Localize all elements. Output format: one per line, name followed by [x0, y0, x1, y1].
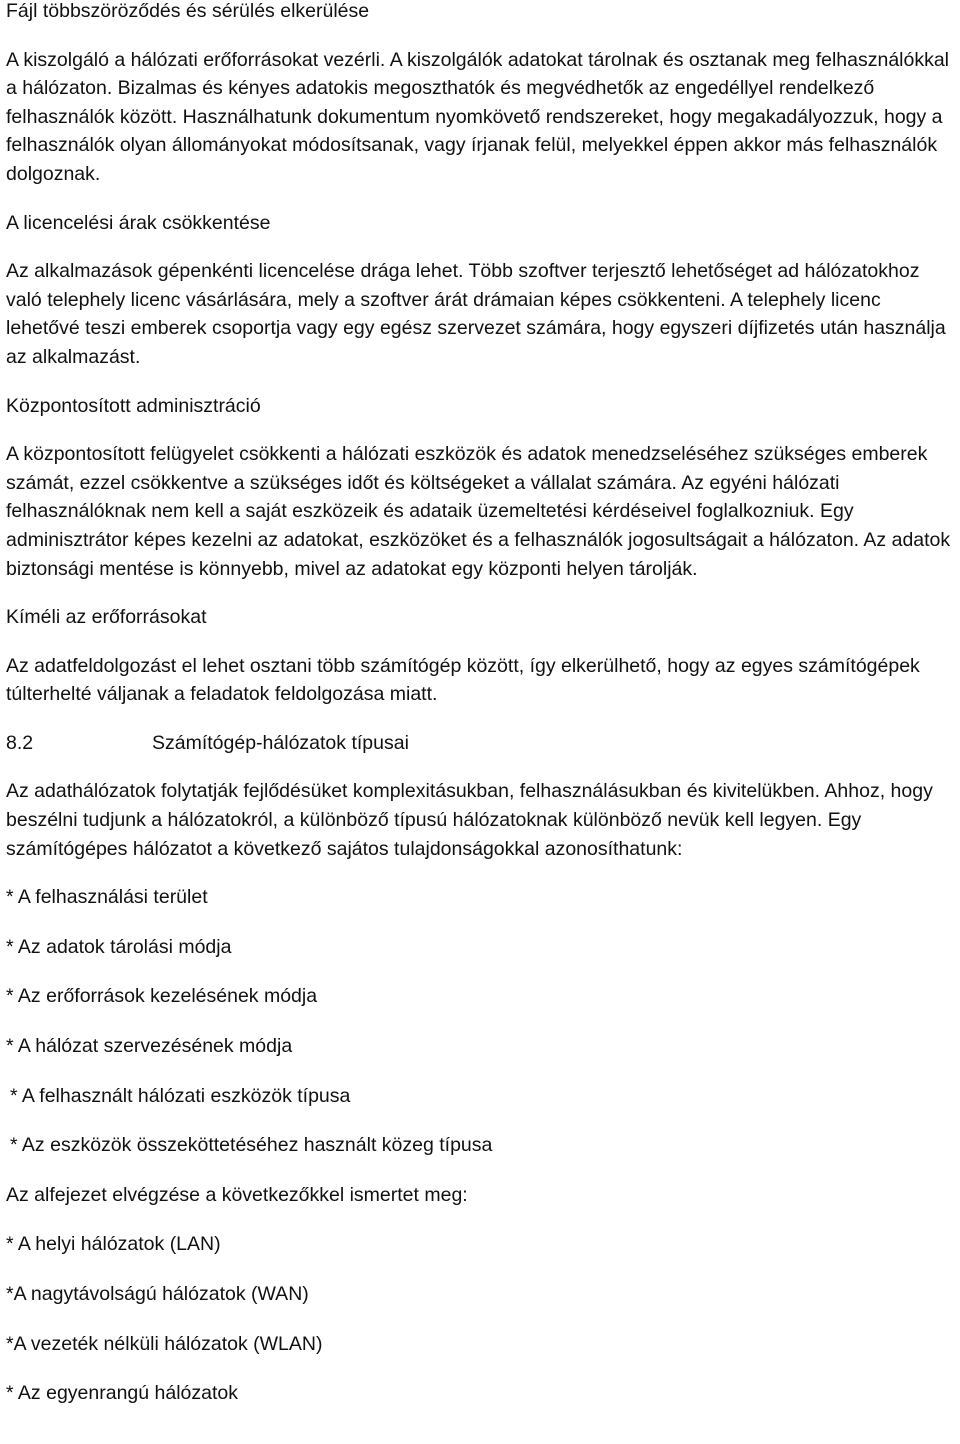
list-item: * A felhasználási terület	[6, 886, 208, 909]
section-number: 8.2	[6, 731, 34, 754]
section-paragraph-file-duplication: A kiszolgáló a hálózati erőforrásokat vezérli. A kiszolgálók adatokat tárolnak és osztanak meg felhasználókkal a hálózaton. Bizalmas és kényes adatokis megoszthatók és megvédhetők az engedéllyel rendelkező felhasználók között. Használhatunk dokumentum nyomkövető rendszereket, hogy megakadályozzuk, hogy a felhasználók olyan állományokat módosítsanak, vagy írjanak felül, melyekkel éppen akkor más felhasználók dolgoznak.	[6, 48, 950, 185]
section-paragraph-network-types: Az adathálózatok folytatják fejlődésüket komplexitásukban, felhasználásukban és kivitelükben. Ahhoz, hogy beszélni tudjunk a hálózatokról, a különböző típusú hálózatoknak különböző nevük kell legyen. Egy számítógépes hálózatot a következő sajátos tulajdonságokkal azonosíthatunk:	[6, 780, 933, 860]
list-item: * Az erőforrások kezelésének módja	[6, 985, 318, 1008]
list-item: * Az eszközök összeköttetéséhez használt közeg típusa	[10, 1134, 493, 1157]
section-paragraph-resources: Az adatfeldolgozást el lehet osztani több számítógép között, így elkerülhető, hogy az egyes számítógépek túlterhelté váljanak a feladatok feldolgozása miatt.	[6, 654, 920, 706]
section-heading-resources: Kíméli az erőforrásokat	[6, 606, 207, 629]
section-heading-central-admin: Központosított adminisztráció	[6, 394, 261, 417]
section-heading-licensing: A licencelési árak csökkentése	[6, 211, 271, 234]
list-item: *A vezeték nélküli hálózatok (WLAN)	[6, 1332, 323, 1355]
list-item: * A felhasznált hálózati eszközök típusa	[10, 1084, 351, 1107]
list-item: * Az adatok tárolási módja	[6, 935, 232, 958]
list-item: *A nagytávolságú hálózatok (WAN)	[6, 1283, 309, 1305]
types-intro: Az alfejezet elvégzése a következőkkel ismertet meg:	[6, 1183, 468, 1206]
list-item: * A helyi hálózatok (LAN)	[6, 1233, 221, 1256]
list-item: * Az egyenrangú hálózatok	[6, 1382, 239, 1405]
document-page	[6, 0, 956, 1408]
section-title: Számítógép-hálózatok típusai	[152, 731, 409, 754]
section-paragraph-licensing: Az alkalmazások gépenkénti licencelése drága lehet. Több szoftver terjesztő lehetőséget ad hálózatokhoz való telephely licenc vásárlására, mely a szoftver árát drámaian képes csökkenteni. A telephely licenc lehetővé teszi emberek csoportja vagy egy egész szervezet számára, hogy egyszeri díjfizetés után használja az alkalmazást.	[6, 260, 946, 368]
section-heading-network-types	[6, 729, 956, 758]
list-item: * A hálózat szervezésének módja	[6, 1035, 293, 1058]
section-heading-file-duplication: Fájl többszöröződés és sérülés elkerülése	[6, 0, 370, 22]
section-paragraph-central-admin: A központosított felügyelet csökkenti a hálózati eszközök és adatok menedzseléséhez szükséges emberek számát, ezzel csökkentve a szükséges időt és költségeket a vállalat számára. Az egyéni hálózati felhasználóknak nem kell a saját eszközeik és adataik üzemeltetési kérdéseivel foglalkozniuk. Egy adminisztrátor képes kezelni az adatokat, eszközöket és a felhasználók jogosultságait a hálózaton. Az adatok biztonsági mentése is könnyebb, mivel az adatokat egy központi helyen tárolják.	[6, 443, 951, 580]
